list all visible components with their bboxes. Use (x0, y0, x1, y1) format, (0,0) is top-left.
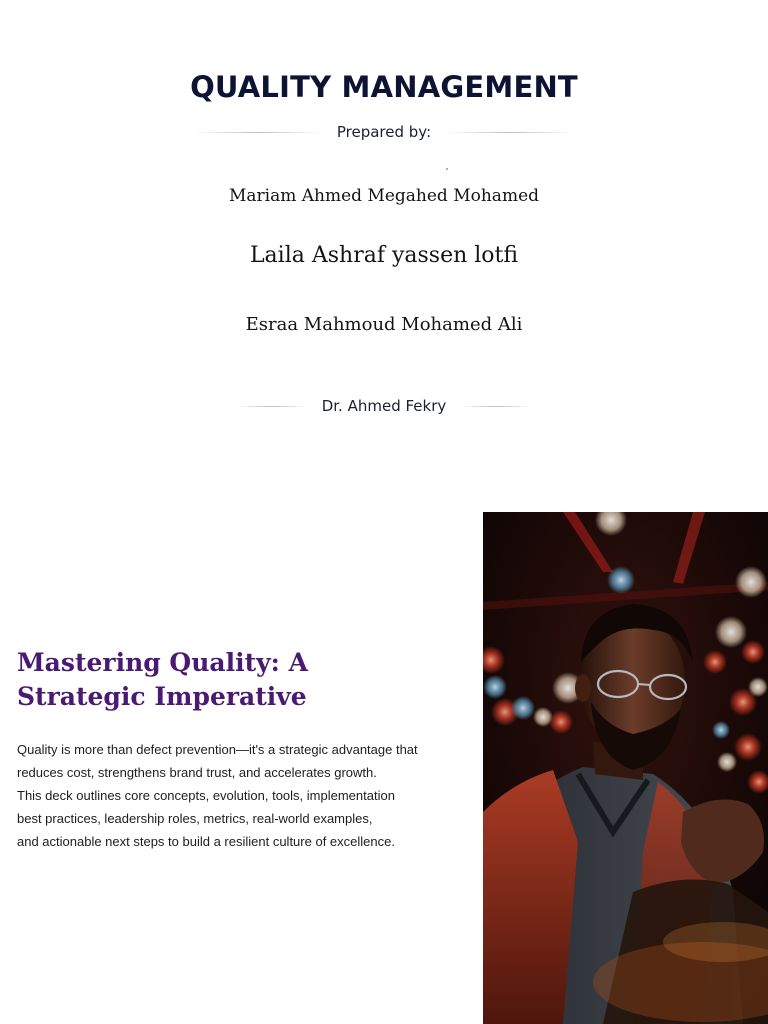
body-line: and actionable next steps to build a resilient culture of excellence. (17, 834, 395, 849)
author-name: Laila Ashraf yassen lotfi (249, 243, 519, 268)
supervisor-divider (0, 395, 768, 417)
worker-photo (483, 512, 768, 1024)
author-name: Mariam Ahmed Megahed Mohamed (228, 186, 540, 206)
body-line: best practices, leadership roles, metrics, real-world examples, (17, 811, 373, 826)
page-title: QUALITY MANAGEMENT (190, 70, 578, 104)
decorative-dot (446, 168, 448, 170)
author-name: Esraa Mahmoud Mohamed Ali (245, 314, 523, 335)
section-heading-line: Strategic Imperative (17, 682, 307, 711)
body-line: reduces cost, strengthens brand trust, and accelerates growth. (17, 765, 377, 780)
divider-line-left (236, 406, 308, 407)
body-line: This deck outlines core concepts, evolution, tools, implementation (17, 788, 395, 803)
prepared-by-label: Prepared by: (336, 123, 432, 141)
section-heading-line: Mastering Quality: A (17, 648, 308, 677)
prepared-by-divider (0, 121, 768, 143)
section-body (17, 738, 457, 853)
divider-line-right (460, 406, 532, 407)
body-line: Quality is more than defect prevention—it's a strategic advantage that (17, 742, 418, 757)
divider-line-left (193, 132, 323, 133)
supervisor-name: Dr. Ahmed Fekry (321, 397, 447, 415)
section-heading (17, 646, 437, 714)
worker-in-factory-image (483, 512, 768, 1024)
divider-line-right (445, 132, 575, 133)
